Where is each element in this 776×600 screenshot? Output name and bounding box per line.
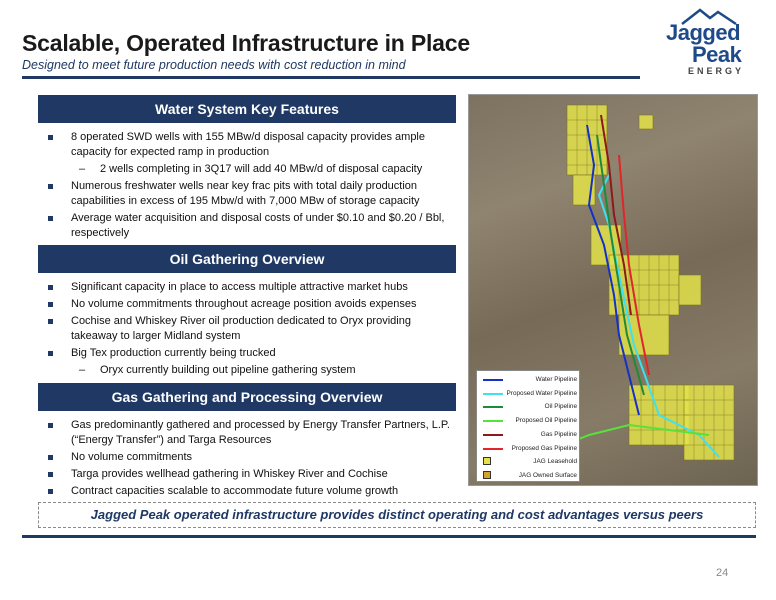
legend-item — [477, 414, 581, 428]
water-bullet: Average water acquisition and disposal costs of under $0.10 and $0.20 / Bbl, respectively — [44, 211, 454, 241]
water-sub-bullet: – 2 wells completing in 3Q17 will add 40 MBw/d of disposal capacity — [44, 162, 454, 177]
water-bullet: Numerous freshwater wells near key frac pits with total daily production capabilities in excess of 195 Mbw/d with 7,000 MBw of storage capacity — [44, 179, 454, 209]
oil-bullet-list — [44, 280, 454, 380]
company-logo — [660, 6, 760, 78]
gas-bullet-list — [44, 418, 454, 501]
legend-line-swatch — [483, 420, 503, 422]
legend-label: JAG Leasehold — [533, 458, 577, 466]
legend-item — [477, 387, 581, 401]
gas-section-heading: Gas Gathering and Processing Overview — [38, 383, 456, 411]
legend-item — [477, 428, 581, 442]
legend-item — [477, 469, 581, 483]
page-title: Scalable, Operated Infrastructure in Place — [22, 30, 470, 56]
page-subtitle: Designed to meet future production needs with cost reduction in mind — [22, 58, 406, 72]
legend-label: JAG Owned Surface — [518, 471, 577, 479]
oil-bullet: Cochise and Whiskey River oil production dedicated to Oryx providing takeaway to larger Midland system — [44, 314, 454, 344]
legend-line-swatch — [483, 434, 503, 436]
top-divider — [22, 76, 640, 79]
logo-word-1: Jagged — [666, 20, 741, 45]
legend-item — [477, 442, 581, 456]
legend-line-swatch — [483, 448, 503, 450]
legend-label: Proposed Oil Pipeline — [515, 417, 577, 425]
map-legend — [476, 370, 580, 482]
key-takeaway-banner: Jagged Peak operated infrastructure provides distinct operating and cost advantages versus peers — [38, 502, 756, 528]
legend-item — [477, 400, 581, 414]
oil-section-heading: Oil Gathering Overview — [38, 245, 456, 273]
legend-line-swatch — [483, 393, 503, 395]
legend-line-swatch — [483, 406, 503, 408]
water-bullet-list — [44, 130, 454, 243]
legend-square-swatch — [483, 471, 491, 479]
legend-item — [477, 455, 581, 469]
logo-word-3: ENERGY — [688, 66, 745, 76]
oil-bullet: Big Tex production currently being trucked — [44, 346, 454, 361]
gas-bullet: No volume commitments — [44, 450, 454, 465]
legend-line-swatch — [483, 379, 503, 381]
water-bullet: 8 operated SWD wells with 155 MBw/d disposal capacity provides ample capacity for expected ramp in production — [44, 130, 454, 160]
oil-sub-bullet: – Oryx currently building out pipeline gathering system — [44, 363, 454, 378]
page-number: 24 — [716, 567, 729, 579]
oil-bullet: No volume commitments throughout acreage position avoids expenses — [44, 297, 454, 312]
gas-bullet: Gas predominantly gathered and processed by Energy Transfer Partners, L.P. (“Energy Transfer”) and Targa Resources — [44, 418, 454, 448]
bottom-divider — [22, 535, 756, 538]
legend-label: Proposed Gas Pipeline — [511, 444, 577, 452]
gas-bullet: Targa provides wellhead gathering in Whiskey River and Cochise — [44, 467, 454, 482]
logo-word-2: Peak — [692, 42, 742, 67]
legend-label: Gas Pipeline — [540, 430, 577, 438]
legend-label: Water Pipeline — [535, 376, 577, 383]
oil-bullet: Significant capacity in place to access multiple attractive market hubs — [44, 280, 454, 295]
legend-label: Oil Pipeline — [544, 403, 577, 411]
legend-item — [477, 373, 581, 387]
legend-label: Proposed Water Pipeline — [506, 389, 577, 397]
legend-square-swatch — [483, 457, 491, 465]
water-section-heading: Water System Key Features — [38, 95, 456, 123]
gas-bullet: Contract capacities scalable to accommodate future volume growth — [44, 484, 454, 499]
